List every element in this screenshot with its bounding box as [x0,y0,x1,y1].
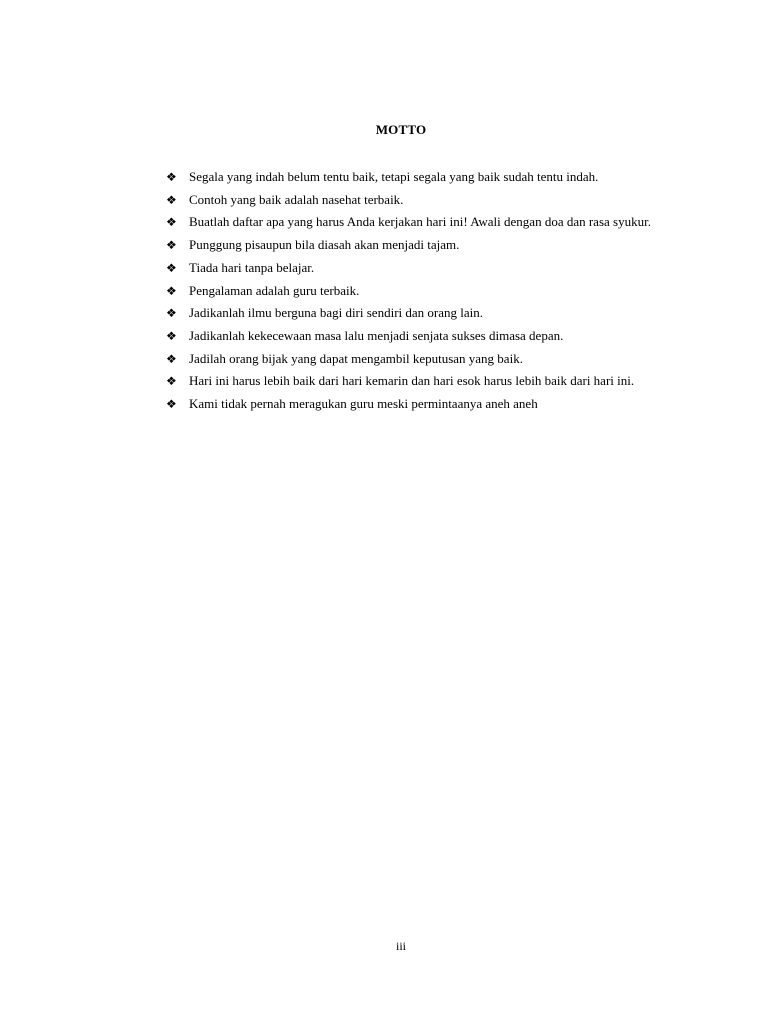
list-item-text: Tiada hari tanpa belajar. [189,259,315,275]
list-item-text: Jadikanlah ilmu berguna bagi diri sendiri dan orang lain. [189,305,483,321]
list-item [166,370,660,393]
diamond-bullet-icon: ❖ [166,328,177,343]
list-item-text: Pengalaman adalah guru terbaik. [189,282,360,298]
diamond-bullet-icon: ❖ [166,397,177,412]
page-number: iii [395,939,406,953]
diamond-bullet-icon: ❖ [166,192,177,207]
list-item [166,211,660,234]
diamond-bullet-icon: ❖ [166,238,177,253]
list-item [166,166,660,189]
list-item-text: Kami tidak pernah meragukan guru meski permintaanya aneh aneh [189,396,538,412]
diamond-bullet-icon: ❖ [166,215,177,230]
list-item [166,393,660,416]
list-item-text: Contoh yang baik adalah nasehat terbaik. [189,191,404,207]
list-item-text: Buatlah daftar apa yang harus Anda kerjakan hari ini! Awali dengan doa dan rasa syukur. [189,214,651,230]
list-item [166,348,660,371]
diamond-bullet-icon: ❖ [166,306,177,321]
list-item [166,189,660,212]
page-title: MOTTO [375,122,427,137]
diamond-bullet-icon: ❖ [166,283,177,298]
list-item [166,234,660,257]
list-item [166,257,660,280]
list-item-text: Jadilah orang bijak yang dapat mengambil keputusan yang baik. [189,350,523,366]
list-item-text: Jadikanlah kekecewaan masa lalu menjadi senjata sukses dimasa depan. [189,327,564,343]
diamond-bullet-icon: ❖ [166,374,177,389]
diamond-bullet-icon: ❖ [166,351,177,366]
diamond-bullet-icon: ❖ [166,170,177,184]
motto-list [166,166,660,416]
list-item [166,280,660,303]
list-item [166,302,660,325]
list-item-text: Punggung pisaupun bila diasah akan menjadi tajam. [189,237,460,253]
list-item-text: Segala yang indah belum tentu baik, tetapi segala yang baik sudah tentu indah. [189,169,599,184]
list-item [166,325,660,348]
list-item-text: Hari ini harus lebih baik dari hari kemarin dan hari esok harus lebih baik dari hari ini. [189,373,635,389]
diamond-bullet-icon: ❖ [166,260,177,275]
